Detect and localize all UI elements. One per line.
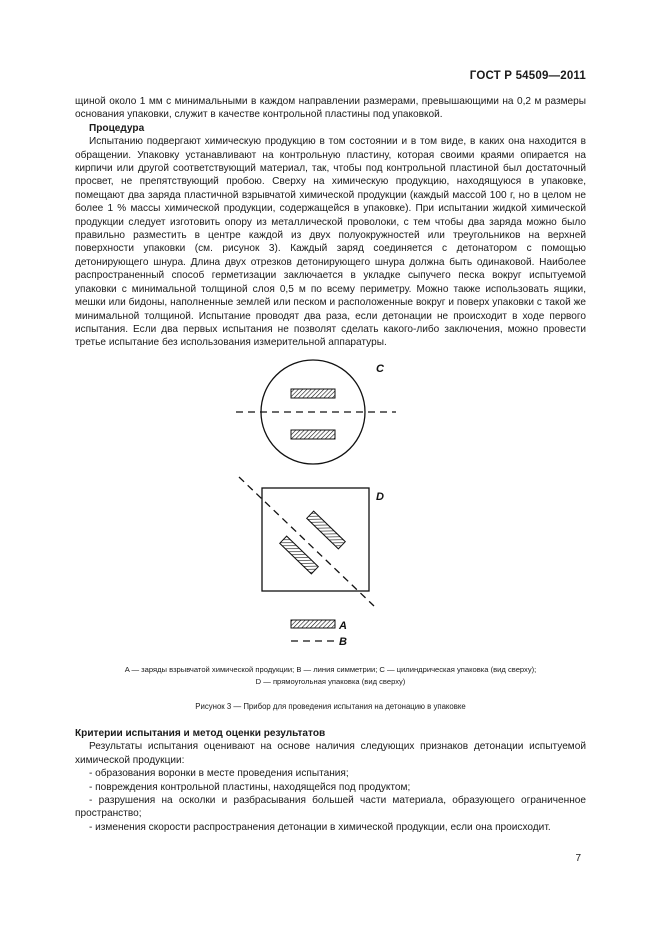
figure-caption: Рисунок 3 — Прибор для проведения испытания на детонацию в упаковке	[195, 702, 466, 711]
label-c: C	[376, 363, 384, 375]
label-d: D	[376, 491, 384, 503]
figure-legend	[75, 664, 586, 688]
criteria-heading: Критерии испытания и метод оценки результатов	[75, 728, 326, 739]
criteria-section	[75, 727, 586, 834]
legend-b-label: B	[339, 636, 347, 648]
figure-3	[0, 340, 661, 660]
symmetry-line-d	[239, 477, 374, 606]
charge-d-lower	[280, 536, 319, 574]
legend-charge-symbol	[291, 620, 335, 628]
charge-d-upper	[307, 511, 346, 549]
procedure-paragraph: Испытанию подвергают химическую продукцию в том состоянии и в том виде, в каких она находится в обращении. Упаковку устанавливают на контрольную пластину, которая своими краями опирается на кирпичи или другой соответствующий материал, так, чтобы под контрольной пластиной был достаточный просвет, не препятствующий пробою. Сверху на химическую продукцию, находящуюся в упаковке, помещают два заряда пластичной взрывчатой химической продукции (каждый массой 100 г, но в целом не более 1 % массы химической продукции, содержащейся в упаковке). При испытании жидкой химической продукции следует изготовить опору из металлической проволоки, с тем чтобы два заряда можно было правильно разместить в центре каждой из двух полуокружностей или треугольников на верхней поверхности упаковки (см. рисунок 3). Каждый заряд соединяется с детонатором с помощью детонирующего шнура. Длина двух отрезков детонирующего шнура должна быть одинаковой. Наиболее распространенный способ герметизации заключается в укладке сыпучего песка вокруг испытуемой упаковки с минимальной толщиной слоя 0,5 м по всему периметру. Можно также использовать ящики, мешки или бидоны, наполненные землей или песком и расположенные вокруг и поверх упаковки с такой же минимальной толщиной. Испытание проводят два раза, если детонации не происходит в ходе первого испытания. Если два первых испытания не позволят сделать какого-либо заключения, можно провести третье испытание без использования измерительной аппаратуры.	[75, 136, 586, 349]
page-number: 7	[575, 853, 581, 864]
criteria-item: - повреждения контрольной пластины, находящейся под продуктом;	[89, 781, 411, 793]
criteria-item: - изменения скорости распространения детонации в химической продукции, если она происходит.	[89, 821, 551, 833]
document-code: ГОСТ Р 54509—2011	[469, 70, 586, 82]
rectangular-package-outline	[262, 488, 369, 591]
criteria-intro: Результаты испытания оценивают на основе наличия следующих признаков детонации испытуемой химической продукции:	[75, 741, 586, 766]
criteria-item: - разрушения на осколки и разбрасывания большей части материала, образующего ограниченное пространство;	[75, 795, 586, 820]
criteria-item: - образования воронки в месте проведения испытания;	[89, 768, 349, 780]
legend-line-2: D — прямоугольная упаковка (вид сверху)	[255, 677, 406, 686]
intro-section	[75, 95, 586, 350]
charge-c-bottom	[291, 430, 335, 439]
figure-diagram	[0, 340, 661, 660]
continuation-paragraph: щиной около 1 мм с минимальными в каждом направлении размерами, превышающими на 0,2 м размеры основания упаковки, служит в качестве контрольной пластины под упаковкой.	[75, 96, 586, 121]
legend-a-label: A	[339, 620, 347, 632]
procedure-heading: Процедура	[89, 122, 145, 134]
charge-c-top	[291, 389, 335, 398]
legend-line-1: A — заряды взрывчатой химической продукции; B — линия симметрии; C — цилиндрическая упаковка (вид сверху);	[124, 665, 537, 674]
